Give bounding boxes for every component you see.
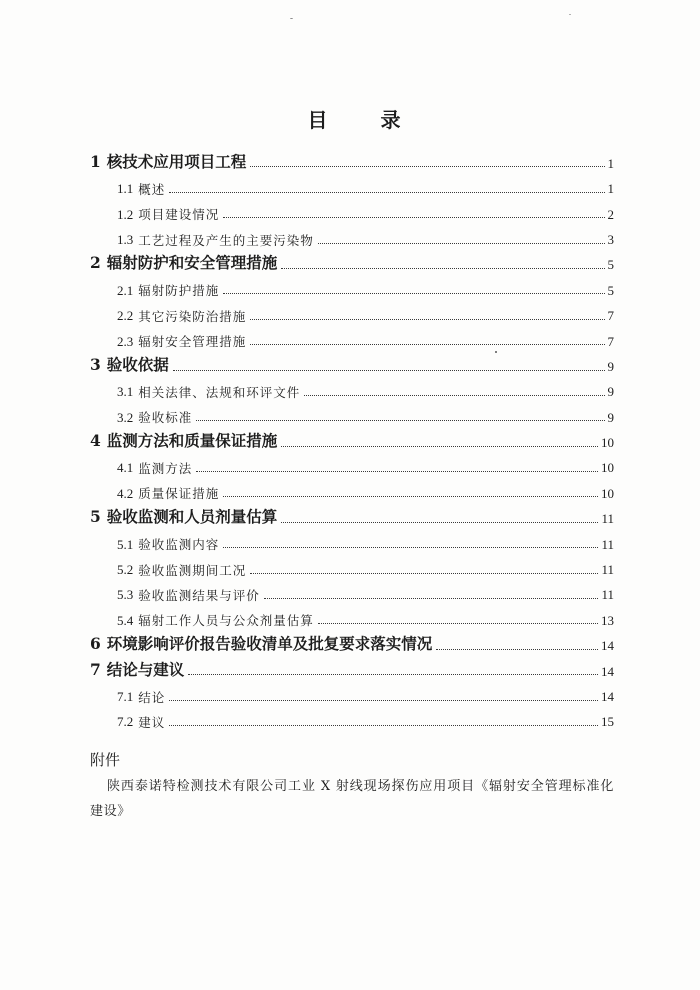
scan-speck: [569, 14, 571, 15]
toc-title: 验收监测期间工况: [138, 562, 247, 578]
dot-leader: [169, 700, 598, 701]
toc-number: 2.1: [117, 282, 134, 298]
toc-number: 7.2: [117, 714, 134, 730]
toc-title: 质量保证措施: [138, 486, 220, 502]
dot-leader: [188, 674, 598, 675]
toc-entry-chapter: [90, 248, 614, 273]
toc-page-number: 10: [601, 460, 614, 476]
toc-entry-section: [90, 298, 614, 323]
toc-page-number: 14: [601, 689, 614, 704]
toc-title: 辐射安全管理措施: [138, 334, 247, 350]
toc-page-number: 9: [607, 384, 614, 400]
toc-number: 3.1: [117, 384, 134, 400]
toc-title: 验收依据: [106, 354, 169, 374]
dot-leader: [196, 471, 598, 472]
toc-entry-chapter: [90, 349, 614, 374]
toc-number: 5.3: [117, 587, 134, 603]
toc-entry-section: [90, 476, 614, 501]
toc-page-number: 11: [601, 587, 614, 603]
toc-number: 3: [90, 354, 101, 374]
toc-entry-chapter: [90, 628, 614, 653]
dot-leader: [169, 725, 598, 726]
toc-number: 6: [90, 634, 101, 654]
toc-page-number: 9: [607, 409, 614, 425]
toc-title: 项目建设情况: [138, 207, 220, 223]
toc-entry-section: [90, 527, 614, 552]
dot-leader: [250, 344, 604, 345]
toc-page-number: 1: [607, 155, 614, 171]
toc-number: 4.1: [117, 460, 134, 476]
toc-title: 相关法律、法规和环评文件: [138, 384, 301, 400]
toc-page-number: 15: [601, 714, 614, 730]
table-of-contents: [90, 146, 614, 730]
toc-number: 2.2: [117, 308, 134, 324]
toc-number: 5.2: [117, 562, 134, 578]
dot-leader: [223, 293, 604, 294]
toc-page-number: 11: [601, 511, 614, 527]
toc-page-number: 10: [601, 435, 614, 451]
toc-number: 1: [90, 151, 101, 171]
dot-leader: [250, 573, 598, 574]
toc-entry-section: [90, 603, 614, 628]
toc-page-number: 10: [601, 485, 614, 501]
scan-speck: [290, 18, 293, 19]
toc-title: 验收监测结果与评价: [138, 588, 260, 604]
toc-entry-chapter: [90, 501, 614, 526]
dot-leader: [318, 243, 605, 244]
toc-entry-chapter: [90, 146, 614, 171]
toc-title: 监测方法: [138, 461, 193, 477]
toc-page-number: 1: [607, 181, 614, 197]
dot-leader: [223, 547, 598, 548]
toc-title: 验收监测和人员剂量估算: [106, 507, 278, 527]
toc-entry-section: [90, 171, 614, 196]
toc-number: 1.3: [117, 231, 134, 247]
toc-page-number: 13: [601, 612, 614, 628]
toc-page-number: 5: [607, 282, 614, 298]
toc-title: 验收标准: [138, 410, 193, 426]
toc-title: 环境影响评价报告验收清单及批复要求落实情况: [106, 634, 433, 654]
toc-entry-section: [90, 375, 614, 400]
toc-title: 工艺过程及产生的主要污染物: [138, 232, 314, 248]
dot-leader: [250, 319, 604, 320]
attachment-item: 陕西泰诺特检测技术有限公司工业 X 射线现场探伤应用项目《辐射安全管理标准化建设》: [90, 779, 614, 819]
toc-entry-section: [90, 273, 614, 298]
toc-entry-section: [90, 197, 614, 222]
toc-title: 验收监测内容: [138, 537, 220, 553]
toc-title: 结论与建议: [106, 659, 185, 679]
dot-leader: [223, 217, 604, 218]
toc-title: 辐射工作人员与公众剂量估算: [138, 613, 314, 629]
dot-leader: [318, 623, 598, 624]
toc-number: 2.3: [117, 333, 134, 349]
dot-leader: [281, 522, 598, 523]
toc-page-number: 11: [601, 562, 614, 578]
toc-title: 结论: [138, 689, 166, 705]
toc-title: 辐射防护和安全管理措施: [106, 253, 278, 273]
toc-title: 建议: [138, 714, 166, 730]
toc-entry-section: [90, 578, 614, 603]
toc-page-number: 2: [607, 206, 614, 222]
toc-number: 5.4: [117, 612, 134, 628]
toc-number: 5: [90, 507, 101, 527]
page-title: 目 录: [307, 108, 401, 132]
toc-number: 1.2: [117, 206, 134, 222]
toc-entry-section: [90, 552, 614, 577]
toc-entry-section: [90, 679, 614, 704]
dot-leader: [281, 446, 598, 447]
toc-number: 5.1: [117, 536, 134, 552]
toc-entry-chapter: [90, 654, 614, 679]
dot-leader: [281, 268, 604, 269]
toc-page-number: 11: [601, 536, 614, 552]
toc-number: 7.1: [117, 689, 134, 704]
dot-leader: [173, 370, 605, 371]
toc-entry-section: [90, 451, 614, 476]
dot-leader: [264, 598, 599, 599]
dot-leader: [223, 496, 598, 497]
toc-page-number: 14: [601, 663, 614, 679]
toc-page-number: 5: [607, 257, 614, 273]
toc-page-number: 14: [601, 638, 614, 654]
toc-entry-section: [90, 400, 614, 425]
toc-entry-chapter: [90, 425, 614, 450]
toc-entry-section: [90, 324, 614, 349]
toc-number: 4: [90, 431, 101, 451]
toc-entry-section: [90, 222, 614, 247]
toc-title: 核技术应用项目工程: [106, 151, 247, 171]
toc-number: 7: [90, 659, 101, 679]
toc-title: 监测方法和质量保证措施: [106, 431, 278, 451]
dot-leader: [169, 192, 604, 193]
toc-page-number: 9: [607, 358, 614, 374]
attachments-heading: 附件: [90, 751, 121, 769]
toc-title: 辐射防护措施: [138, 283, 220, 299]
toc-page-number: 3: [607, 231, 614, 247]
toc-title: 概述: [138, 181, 166, 197]
toc-title: 其它污染防治措施: [138, 308, 247, 324]
toc-page-number: 7: [607, 308, 614, 324]
dot-leader: [250, 166, 604, 167]
toc-entry-section: [90, 705, 614, 730]
toc-number: 1.1: [117, 181, 134, 197]
dot-leader: [304, 395, 604, 396]
toc-page-number: 7: [607, 333, 614, 349]
toc-number: 2: [90, 253, 101, 273]
dot-leader: [436, 649, 598, 650]
toc-number: 4.2: [117, 485, 134, 501]
toc-number: 3.2: [117, 409, 134, 425]
dot-leader: [196, 420, 604, 421]
